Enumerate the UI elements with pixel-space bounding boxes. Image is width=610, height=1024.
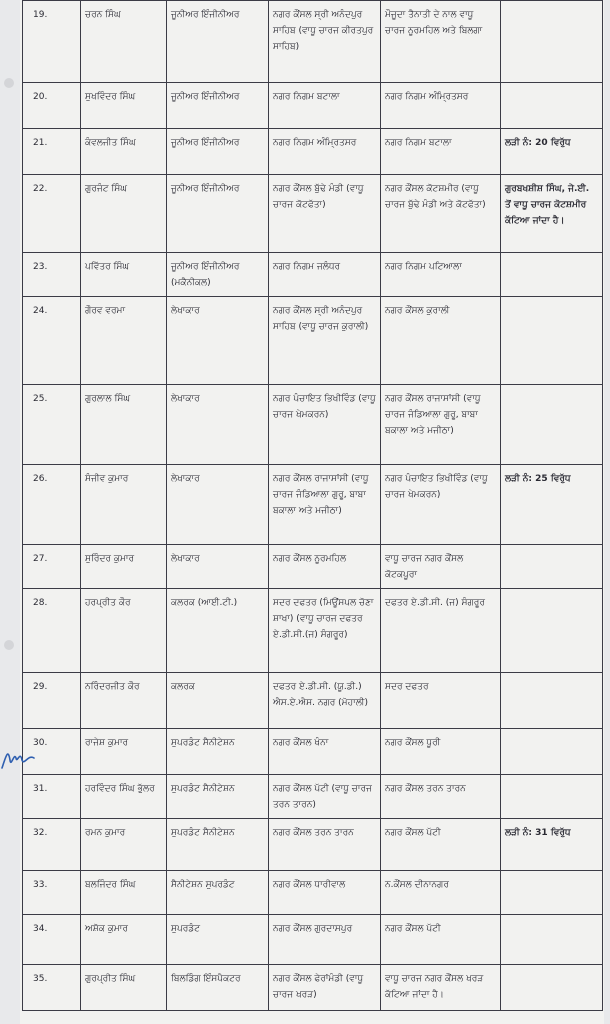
table-row bbox=[23, 819, 603, 871]
employee-name-cell: ਰਾਜੇਸ਼ ਕੁਮਾਰ bbox=[81, 729, 167, 775]
table-row bbox=[23, 729, 603, 775]
remarks-cell bbox=[501, 385, 603, 465]
table-row bbox=[23, 965, 603, 1011]
new-posting-cell: ਨ.ਕੌਂਸਲ ਦੀਨਾਨਗਰ bbox=[381, 871, 501, 915]
current-posting-cell: ਨਗਰ ਨਿਗਮ ਅੰਮ੍ਰਿਤਸਰ bbox=[269, 129, 381, 175]
remarks-cell bbox=[501, 775, 603, 819]
new-posting-cell: ਨਗਰ ਕੌਂਸਲ ਕੋਟਸ਼ਮੀਰ (ਵਾਧੂ ਚਾਰਜ ਬੁੱਢੇ ਮੰਡੀ ਅਤੇ ਕੋਟਫੱਤਾ) bbox=[381, 175, 501, 253]
employee-name-cell: ਨਰਿੰਦਰਜੀਤ ਕੌਰ bbox=[81, 673, 167, 729]
serial-number-cell: 26. bbox=[23, 465, 81, 545]
table-row bbox=[23, 673, 603, 729]
new-posting-cell: ਦਫਤਰ ਏ.ਡੀ.ਸੀ. (ਜ) ਸੰਗਰੂਰ bbox=[381, 589, 501, 673]
new-posting-cell: ਨਗਰ ਕੌਂਸਲ ਰਾਜਾਸਾਂਸੀ (ਵਾਧੂ ਚਾਰਜ ਜੰਡਿਆਲਾ ਗੁਰੂ, ਬਾਬਾ ਬਕਾਲਾ ਅਤੇ ਮਜੀਠਾ) bbox=[381, 385, 501, 465]
designation-cell: ਜੂਨੀਅਰ ਇੰਜੀਨੀਅਰ bbox=[167, 83, 269, 129]
designation-cell: ਕਲਰਕ bbox=[167, 673, 269, 729]
serial-number-cell: 27. bbox=[23, 545, 81, 589]
punch-hole bbox=[4, 640, 14, 650]
new-posting-cell: ਵਾਧੂ ਚਾਰਜ ਨਗਰ ਕੌਂਸਲ ਖਰੜ ਕੱਟਿਆ ਜਾਂਦਾ ਹੈ। bbox=[381, 965, 501, 1011]
designation-cell: ਬਿਲਡਿੰਗ ਇੰਸਪੈਕਟਰ bbox=[167, 965, 269, 1011]
serial-number-cell: 29. bbox=[23, 673, 81, 729]
serial-number-cell: 21. bbox=[23, 129, 81, 175]
current-posting-cell: ਨਗਰ ਕੌਂਸਲ ਪੱਟੀ (ਵਾਧੂ ਚਾਰਜ ਤਰਨ ਤਾਰਨ) bbox=[269, 775, 381, 819]
serial-number-cell: 25. bbox=[23, 385, 81, 465]
new-posting-cell: ਨਗਰ ਨਿਗਮ ਬਟਾਲਾ bbox=[381, 129, 501, 175]
current-posting-cell: ਨਗਰ ਕੌਂਸਲ ਖੰਨਾ bbox=[269, 729, 381, 775]
employee-name-cell: ਰਮਨ ਕੁਮਾਰ bbox=[81, 819, 167, 871]
new-posting-cell: ਮੌਜੂਦਾ ਤੈਨਾਤੀ ਦੇ ਨਾਲ ਵਾਧੂ ਚਾਰਜ ਨੂਰਮਹਿਲ ਅਤੇ ਬਿਲਗਾ bbox=[381, 1, 501, 83]
designation-cell: ਜੂਨੀਅਰ ਇੰਜੀਨੀਅਰ bbox=[167, 175, 269, 253]
table-row bbox=[23, 545, 603, 589]
employee-name-cell: ਸੁਖਵਿੰਦਰ ਸਿੰਘ bbox=[81, 83, 167, 129]
remarks-cell bbox=[501, 589, 603, 673]
current-posting-cell: ਨਗਰ ਨਿਗਮ ਜਲੰਧਰ bbox=[269, 253, 381, 297]
current-posting-cell: ਨਗਰ ਕੌਂਸਲ ਬੁੱਢੇ ਮੰਡੀ (ਵਾਧੂ ਚਾਰਜ ਕੋਟਫੱਤਾ) bbox=[269, 175, 381, 253]
designation-cell: ਸੁਪਰਡੰਟ bbox=[167, 915, 269, 965]
serial-number-cell: 35. bbox=[23, 965, 81, 1011]
signature-mark bbox=[0, 738, 40, 778]
serial-number-cell: 32. bbox=[23, 819, 81, 871]
designation-cell: ਸੁਪਰਡੰਟ ਸੈਨੀਟੇਸ਼ਨ bbox=[167, 729, 269, 775]
current-posting-cell: ਸਦਰ ਦਫਤਰ (ਮਿਊਂਸਪਲ ਚੋਣਾ ਸ਼ਾਖਾ) (ਵਾਧੂ ਚਾਰਜ ਦਫਤਰ ਏ.ਡੀ.ਸੀ.(ਜ) ਸੰਗਰੂਰ) bbox=[269, 589, 381, 673]
table-row bbox=[23, 775, 603, 819]
table-row bbox=[23, 83, 603, 129]
remarks-cell bbox=[501, 871, 603, 915]
table-row bbox=[23, 915, 603, 965]
designation-cell: ਲੇਖਾਕਾਰ bbox=[167, 545, 269, 589]
remarks-cell bbox=[501, 545, 603, 589]
remarks-cell: ਲੜੀ ਨੰ: 20 ਵਿਰੁੱਧ bbox=[501, 129, 603, 175]
designation-cell: ਲੇਖਾਕਾਰ bbox=[167, 465, 269, 545]
remarks-cell bbox=[501, 297, 603, 385]
table-row bbox=[23, 129, 603, 175]
table-row bbox=[23, 871, 603, 915]
current-posting-cell: ਨਗਰ ਕੌਂਸਲ ਫੇਰਾਂਮੰਡੀ (ਵਾਧੂ ਚਾਰਜ ਖਰੜ) bbox=[269, 965, 381, 1011]
remarks-cell bbox=[501, 915, 603, 965]
table-row bbox=[23, 465, 603, 545]
designation-cell: ਜੂਨੀਅਰ ਇੰਜੀਨੀਅਰ (ਮਕੈਨੀਕਲ) bbox=[167, 253, 269, 297]
serial-number-cell: 22. bbox=[23, 175, 81, 253]
current-posting-cell: ਨਗਰ ਕੌਂਸਲ ਤਰਨ ਤਾਰਨ bbox=[269, 819, 381, 871]
table-row bbox=[23, 253, 603, 297]
new-posting-cell: ਨਗਰ ਕੌਂਸਲ ਧੂਰੀ bbox=[381, 729, 501, 775]
employee-name-cell: ਚਰਨ ਸਿੰਘ bbox=[81, 1, 167, 83]
new-posting-cell: ਨਗਰ ਕੌਂਸਲ ਪੱਟੀ bbox=[381, 819, 501, 871]
designation-cell: ਲੇਖਾਕਾਰ bbox=[167, 385, 269, 465]
designation-cell: ਜੂਨੀਅਰ ਇੰਜੀਨੀਅਰ bbox=[167, 1, 269, 83]
current-posting-cell: ਦਫਤਰ ਏ.ਡੀ.ਸੀ. (ਯੂ.ਡੀ.) ਐਸ.ਏ.ਐਸ. ਨਗਰ (ਮੋਹਾਲੀ) bbox=[269, 673, 381, 729]
table-row bbox=[23, 175, 603, 253]
employee-name-cell: ਅਸ਼ੋਕ ਕੁਮਾਰ bbox=[81, 915, 167, 965]
remarks-cell: ਲੜੀ ਨੰ: 25 ਵਿਰੁੱਧ bbox=[501, 465, 603, 545]
serial-number-cell: 28. bbox=[23, 589, 81, 673]
new-posting-cell: ਨਗਰ ਕੌਂਸਲ ਪੱਟੀ bbox=[381, 915, 501, 965]
serial-number-cell: 31. bbox=[23, 775, 81, 819]
current-posting-cell: ਨਗਰ ਕੌਂਸਲ ਧਾਰੀਵਾਲ bbox=[269, 871, 381, 915]
employee-name-cell: ਗੁਰਪ੍ਰੀਤ ਸਿੰਘ bbox=[81, 965, 167, 1011]
table-row bbox=[23, 297, 603, 385]
designation-cell: ਜੂਨੀਅਰ ਇੰਜੀਨੀਅਰ bbox=[167, 129, 269, 175]
current-posting-cell: ਨਗਰ ਕੌਂਸਲ ਨੂਰਮਹਿਲ bbox=[269, 545, 381, 589]
remarks-cell bbox=[501, 253, 603, 297]
employee-name-cell: ਕੰਵਲਜੀਤ ਸਿੰਘ bbox=[81, 129, 167, 175]
remarks-cell bbox=[501, 965, 603, 1011]
remarks-cell: ਗੁਰਬਖਸ਼ੀਸ਼ ਸਿੰਘ, ਜੇ.ਈ. ਤੋਂ ਵਾਧੂ ਚਾਰਜ ਕੋਟਸ਼ਮੀਰ ਕੱਟਿਆ ਜਾਂਦਾ ਹੈ। bbox=[501, 175, 603, 253]
remarks-cell bbox=[501, 1, 603, 83]
serial-number-cell: 23. bbox=[23, 253, 81, 297]
table-row bbox=[23, 589, 603, 673]
current-posting-cell: ਨਗਰ ਕੌਂਸਲ ਰਾਜਾਸਾਂਸੀ (ਵਾਧੂ ਚਾਰਜ ਜੰਡਿਆਲਾ ਗੁਰੂ, ਬਾਬਾ ਬਕਾਲਾ ਅਤੇ ਮਜੀਠਾ) bbox=[269, 465, 381, 545]
employee-name-cell: ਬਲਜਿੰਦਰ ਸਿੰਘ bbox=[81, 871, 167, 915]
new-posting-cell: ਨਗਰ ਕੌਂਸਲ ਤਰਨ ਤਾਰਨ bbox=[381, 775, 501, 819]
table-row bbox=[23, 1, 603, 83]
table-row bbox=[23, 385, 603, 465]
employee-name-cell: ਸੰਜੀਵ ਕੁਮਾਰ bbox=[81, 465, 167, 545]
designation-cell: ਸੁਪਰਡੰਟ ਸੈਨੀਟੇਸ਼ਨ bbox=[167, 775, 269, 819]
serial-number-cell: 20. bbox=[23, 83, 81, 129]
serial-number-cell: 34. bbox=[23, 915, 81, 965]
new-posting-cell: ਨਗਰ ਨਿਗਮ ਪਟਿਆਲਾ bbox=[381, 253, 501, 297]
designation-cell: ਲੇਖਾਕਾਰ bbox=[167, 297, 269, 385]
serial-number-cell: 24. bbox=[23, 297, 81, 385]
remarks-cell bbox=[501, 729, 603, 775]
remarks-cell: ਲੜੀ ਨੰ: 31 ਵਿਰੁੱਧ bbox=[501, 819, 603, 871]
current-posting-cell: ਨਗਰ ਪੰਚਾਇਤ ਭਿਖੀਵਿੰਡ (ਵਾਧੂ ਚਾਰਜ ਖੇਮਕਰਨ) bbox=[269, 385, 381, 465]
current-posting-cell: ਨਗਰ ਕੌਂਸਲ ਸ੍ਰੀ ਅਨੰਦਪੁਰ ਸਾਹਿਬ (ਵਾਧੂ ਚਾਰਜ ਕੁਰਾਲੀ) bbox=[269, 297, 381, 385]
serial-number-cell: 30. bbox=[23, 729, 81, 775]
employee-name-cell: ਹਰਵਿੰਦਰ ਸਿੰਘ ਭੁੱਲਰ bbox=[81, 775, 167, 819]
designation-cell: ਸੈਨੀਟੇਸ਼ਨ ਸੁਪਰਡੰਟ bbox=[167, 871, 269, 915]
designation-cell: ਸੁਪਰਡੰਟ ਸੈਨੀਟੇਸ਼ਨ bbox=[167, 819, 269, 871]
remarks-cell bbox=[501, 673, 603, 729]
employee-name-cell: ਗੌਰਵ ਵਰਮਾ bbox=[81, 297, 167, 385]
punch-hole bbox=[4, 78, 14, 88]
new-posting-cell: ਨਗਰ ਨਿਗਮ ਅੰਮ੍ਰਿਤਸਰ bbox=[381, 83, 501, 129]
designation-cell: ਕਲਰਕ (ਆਈ.ਟੀ.) bbox=[167, 589, 269, 673]
new-posting-cell: ਨਗਰ ਪੰਚਾਇਤ ਭਿਖੀਵਿੰਡ (ਵਾਧੂ ਚਾਰਜ ਖੇਮਕਰਨ) bbox=[381, 465, 501, 545]
current-posting-cell: ਨਗਰ ਕੌਂਸਲ ਗੁਰਦਾਸਪੁਰ bbox=[269, 915, 381, 965]
employee-name-cell: ਗੁਰਜੰਟ ਸਿੰਘ bbox=[81, 175, 167, 253]
employee-name-cell: ਸੁਰਿੰਦਰ ਕੁਮਾਰ bbox=[81, 545, 167, 589]
employee-name-cell: ਗੁਰਲਾਲ ਸਿੰਘ bbox=[81, 385, 167, 465]
current-posting-cell: ਨਗਰ ਕੌਂਸਲ ਸ੍ਰੀ ਅਨੰਦਪੁਰ ਸਾਹਿਬ (ਵਾਧੂ ਚਾਰਜ ਕੀਰਤਪੁਰ ਸਾਹਿਬ) bbox=[269, 1, 381, 83]
transfer-table bbox=[22, 0, 603, 1011]
employee-name-cell: ਪਵਿੱਤਰ ਸਿੰਘ bbox=[81, 253, 167, 297]
employee-name-cell: ਹਰਪ੍ਰੀਤ ਕੌਰ bbox=[81, 589, 167, 673]
new-posting-cell: ਸਦਰ ਦਫਤਰ bbox=[381, 673, 501, 729]
remarks-cell bbox=[501, 83, 603, 129]
new-posting-cell: ਨਗਰ ਕੌਂਸਲ ਕੁਰਾਲੀ bbox=[381, 297, 501, 385]
new-posting-cell: ਵਾਧੂ ਚਾਰਜ ਨਗਰ ਕੌਂਸਲ ਕੋਟਕਪੂਰਾ bbox=[381, 545, 501, 589]
current-posting-cell: ਨਗਰ ਨਿਗਮ ਬਟਾਲਾ bbox=[269, 83, 381, 129]
serial-number-cell: 19. bbox=[23, 1, 81, 83]
serial-number-cell: 33. bbox=[23, 871, 81, 915]
